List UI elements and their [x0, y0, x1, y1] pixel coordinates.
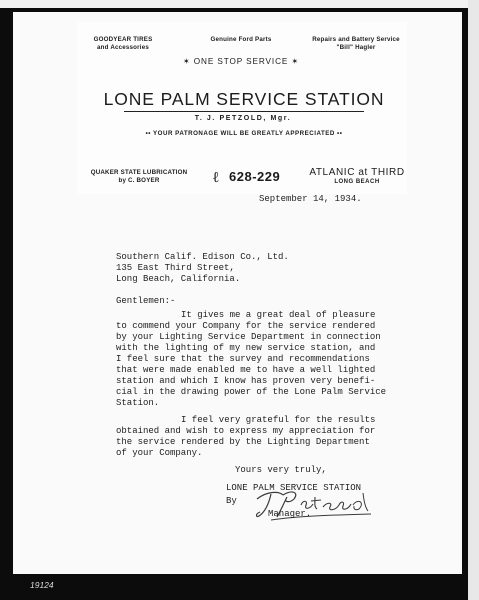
address-street: ATLANIC at THIRD — [309, 167, 405, 178]
goodyear-line1: GOODYEAR TIRES — [93, 36, 153, 43]
film-edge-top — [0, 0, 479, 8]
manager-name: T. J. PETZOLD, Mgr. — [194, 115, 292, 122]
recipient-line2: 135 East Third Street, — [116, 263, 235, 273]
paragraph1-line3: by your Lighting Service Department in connection — [116, 332, 381, 342]
business-name: LONE PALM SERVICE STATION — [103, 89, 385, 109]
paragraph2-line3: the service rendered by the Lighting Department — [116, 437, 370, 447]
paragraph1-line8: cial in the drawing power of the Lone Palm Service — [116, 387, 387, 397]
paragraph2-line1: I feel very grateful for the results — [181, 415, 376, 425]
repairs-line2: "Bill" Hagler — [336, 44, 376, 51]
name-underline — [124, 111, 364, 112]
by-label: By — [226, 496, 237, 506]
archive-number: 19124 — [30, 580, 54, 590]
paragraph1-line1: It gives me a great deal of pleasure — [181, 310, 376, 320]
paragraph1-line4: with the lighting of my new service station, and — [116, 343, 376, 353]
lubrication-line1: QUAKER STATE LUBRICATION — [90, 169, 188, 176]
paragraph1-line7: station and which I know has proven very benefi- — [116, 376, 376, 386]
ford-parts: Genuine Ford Parts — [210, 36, 272, 43]
recipient-line1: Southern Calif. Edison Co., Ltd. — [116, 252, 289, 262]
signer-title: Manager. — [268, 509, 312, 519]
letter-date: September 14, 1934. — [259, 194, 362, 204]
paragraph2-line2: obtained and wish to express my appreciation for — [116, 426, 376, 436]
signature-block-company: LONE PALM SERVICE STATION — [226, 483, 362, 493]
lubrication-line2: by C. BOYER — [118, 177, 160, 184]
patronage-line: •• YOUR PATRONAGE WILL BE GREATLY APPRECIATED •• — [145, 130, 343, 137]
paragraph1-line6: that were made enabled me to have a well lighted — [116, 365, 376, 375]
repairs-line1: Repairs and Battery Service — [312, 36, 400, 43]
paragraph1-line9: Station. — [116, 398, 160, 408]
closing: Yours very truly, — [235, 465, 327, 475]
telephone-icon: ℓ — [213, 168, 219, 186]
paragraph1-line2: to commend your Company for the service rendered — [116, 321, 376, 331]
paragraph1-line5: I feel sure that the survey and recommendations — [116, 354, 370, 364]
recipient-line3: Long Beach, California. — [116, 274, 241, 284]
paragraph2-line4: of your Company. — [116, 448, 203, 458]
address-city: LONG BEACH — [334, 179, 380, 185]
goodyear-line2: and Accessories — [97, 44, 149, 51]
one-stop-service: ✶ ONE STOP SERVICE ✶ — [182, 57, 300, 66]
film-edge-right — [468, 0, 479, 600]
salutation: Gentlemen:- — [116, 296, 176, 306]
phone-number: 628-229 — [229, 169, 281, 184]
